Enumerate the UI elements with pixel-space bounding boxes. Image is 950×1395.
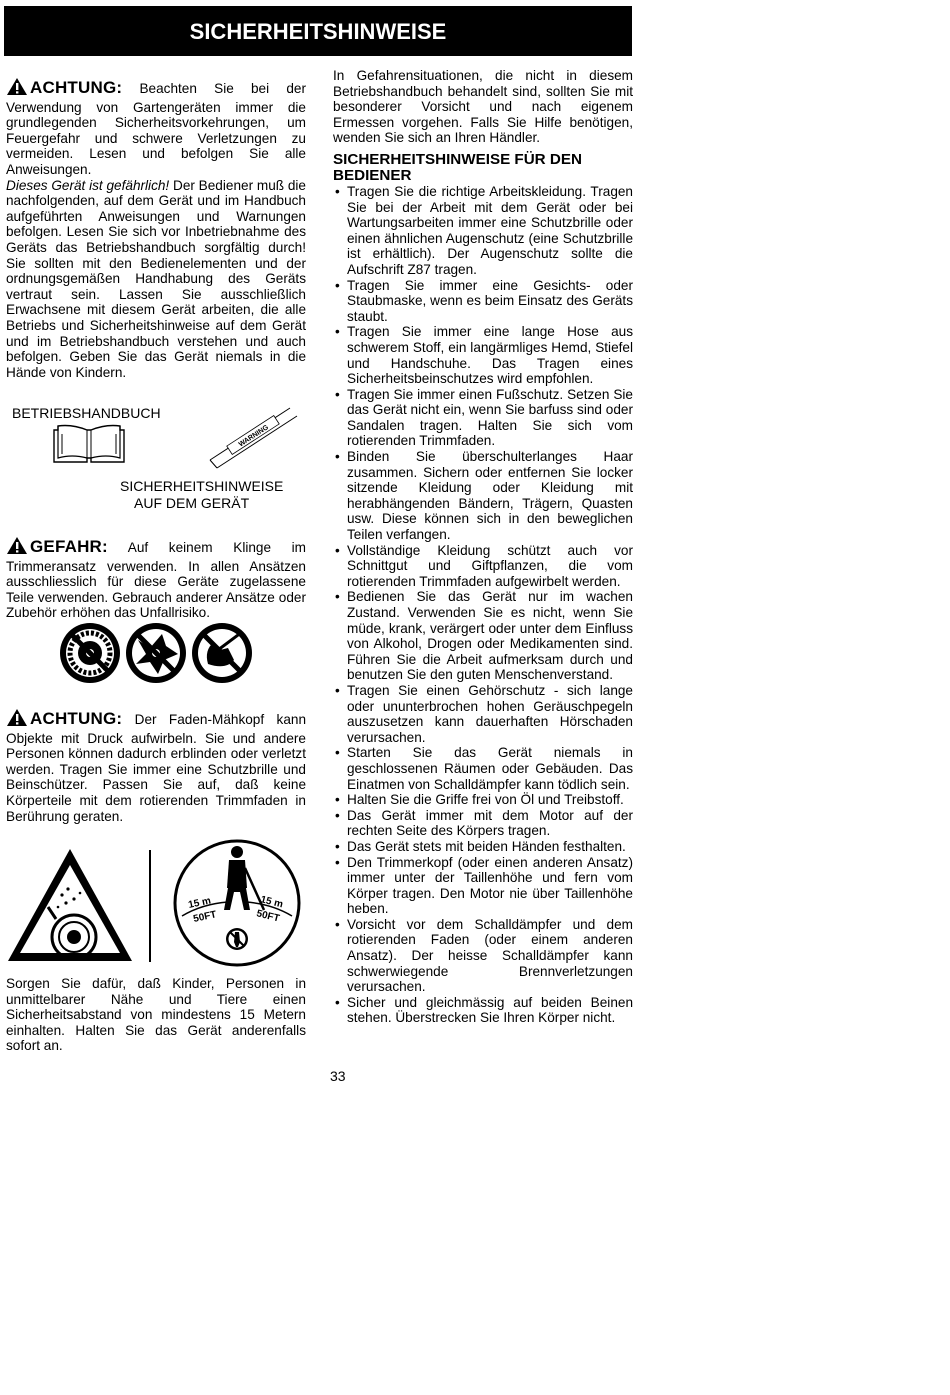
warning-paragraph-1 bbox=[6, 77, 306, 178]
list-item: • Vollständige Kleidung schützt auch vor Schnittgut und Giftpflanzen, die vom rotierenden Trimmfaden aufgewirbelt werden. bbox=[333, 543, 633, 590]
warning-text: Beachten Sie bei der Verwendung von Gartengeräten immer die grundlegenden Sicherheitsvorkehrungen, um Feuergefahr und schwere Verletzungen zu vermeiden. Lesen und befolgen Sie alle Anweisungen. bbox=[6, 81, 306, 177]
warning-decal-icon bbox=[205, 402, 300, 477]
gefahr-text: Auf keinem Klinge im Trimmeransatz verwenden. In allen Ansätzen ausschliesslich für diese Geräte zugelassene Teile verwenden. Gebrauch anderer Ansätze oder Zubehör erhöhen das Unfallrisiko. bbox=[6, 540, 306, 621]
children-block bbox=[6, 976, 306, 1054]
right-column bbox=[333, 68, 633, 1026]
flying-debris-icon bbox=[4, 845, 136, 970]
warning-text-2: Der Faden-Mähkopf kann Objekte mit Druck aufwirbeln. Sie und andere Personen können dadurch erblinden oder verletzt werden. Tragen Sie immer eine Schutzbrille und Beinschützer. Passen Sie auf, daß keine Körperteile mit dem rotierenden Trimmfaden in Berührung geraten. bbox=[6, 712, 306, 824]
no-saw-blade-icon bbox=[60, 623, 120, 683]
gefahr-block bbox=[6, 536, 306, 621]
decal-label-line1: SICHERHEITSHINWEISE bbox=[120, 478, 284, 494]
distance-label-left: 15 m bbox=[187, 895, 212, 911]
children-paragraph: Sorgen Sie dafür, daß Kinder, Personen in unmittelbarer Nähe und Tiere einen Sicherheitsabstand von mindestens 15 Metern einhalten. Halten Sie das Gerät anderenfalls sofort an. bbox=[6, 976, 306, 1054]
divider bbox=[149, 850, 151, 962]
list-item: • Vorsicht vor dem Schalldämpfer und dem rotierenden Faden (oder einem anderen Ansatz). Der heisse Schalldämpfer kann schwerwiegende Brennverletzungen verursachen. bbox=[333, 917, 633, 995]
danger-italic: Dieses Gerät ist gefährlich! bbox=[6, 177, 170, 193]
warning-triangle-icon bbox=[6, 536, 28, 559]
list-item: • Starten Sie das Gerät niemals in geschlossenen Räumen oder Gebäuden. Das Einatmen von Schalldämpfer kann tödlich sein. bbox=[333, 745, 633, 792]
danger-paragraph bbox=[6, 178, 306, 381]
no-blades-icons bbox=[58, 620, 254, 691]
page-number: 33 bbox=[330, 1068, 346, 1084]
danger-text: Der Bediener muß die nachfolgenden, auf dem Gerät und im Handbuch aufgeführten Anweisungen und Warnungen befolgen. Lesen Sie sich vor Inbetriebnahme des Geräts das Betriebshandbuch sorgfältig durch! Sie sollten mit den Bedienelementen und der ordnungsgemäßen Handhabung des Geräts vertraut sein. Lassen Sie ausschließlich Erwachsene mit diesem Gerät arbeiten, die alle Betriebs und Sicherheitshinweise auf dem Gerät und im Betriebshandbuch verstehen und auch befolgen. Geben Sie das Gerät niemals in die Hände von Kindern. bbox=[6, 177, 306, 380]
list-item: • Das Gerät stets mit beiden Händen festhalten. bbox=[333, 839, 633, 855]
warning-heading: ACHTUNG: bbox=[30, 78, 123, 97]
warning-triangle-icon bbox=[6, 77, 28, 100]
left-column bbox=[6, 77, 306, 380]
intro-paragraph: In Gefahrensituationen, die nicht in diesem Betriebshandbuch behandelt sind, sollten Sie mit besonderer Vorsicht und nach eigenem Ermessen vorgehen. Falls Sie Hilfe benötigen, wenden Sie sich an Ihren Händler. bbox=[333, 68, 633, 146]
warning-paragraph-2 bbox=[6, 708, 306, 824]
warning-heading-2: ACHTUNG: bbox=[30, 709, 123, 728]
list-item: • Tragen Sie immer eine Gesichts- oder Staubmaske, wenn es beim Einsatz des Geräts staubt. bbox=[333, 278, 633, 325]
decal-label-line2: AUF DEM GERÄT bbox=[134, 495, 250, 511]
gefahr-heading: GEFAHR: bbox=[30, 537, 108, 556]
gefahr-paragraph bbox=[6, 536, 306, 621]
distance-label-right: 15 m bbox=[259, 894, 285, 911]
list-item: • Den Trimmerkopf (oder einen anderen Ansatz) immer unter der Taillenhöhe und fern vom Körper tragen. Den Motor nie über Taillenhöhe heben. bbox=[333, 855, 633, 917]
page-title: SICHERHEITSHINWEISE bbox=[4, 6, 632, 56]
safety-distance-icon bbox=[172, 838, 302, 973]
no-knife-blade-icon bbox=[126, 623, 186, 683]
list-item: • Binden Sie überschulterlanges Haar zusammen. Sichern oder entfernen Sie locker sitzende Kleidung oder Kleidung mit herabhängenden Bändern, Trägern, Quasten usw. Diese können sich in den beweglichen Teilen verfangen. bbox=[333, 449, 633, 543]
list-item: • Tragen Sie die richtige Arbeitskleidung. Tragen Sie bei der Arbeit mit dem Gerät oder bei Wartungsarbeiten immer eine Schutzbrille oder einen ähnlichen Augenschutz (eine Schutzbrille ist erhältlich). Der Augenschutz sollte die Aufschrift Z87 tragen. bbox=[333, 184, 633, 278]
list-item: • Halten Sie die Griffe frei von Öl und Treibstoff. bbox=[333, 792, 633, 808]
distance-ft-left: 50FT bbox=[192, 909, 218, 925]
safety-bullet-list bbox=[333, 184, 633, 1026]
list-item: • Tragen Sie immer einen Fußschutz. Setzen Sie das Gerät nicht ein, wenn Sie barfuss sind oder Sandalen tragen. Halten Sie sich vom rotierenden Trimmfaden. bbox=[333, 387, 633, 449]
manual-label: BETRIEBSHANDBUCH bbox=[12, 405, 161, 421]
warning-block-2 bbox=[6, 708, 306, 824]
list-item: • Sicher und gleichmässig auf beiden Beinen stehen. Überstrecken Sie Ihren Körper nicht. bbox=[333, 995, 633, 1026]
distance-ft-right: 50FT bbox=[255, 908, 281, 925]
no-brush-blade-icon bbox=[192, 623, 252, 683]
list-item: • Tragen Sie immer eine lange Hose aus schwerem Stoff, ein langärmliges Hemd, Stiefel und Handschuhe. Das Tragen eines Sicherheitsbeinschutzes wird empfohlen. bbox=[333, 324, 633, 386]
warning-triangle-icon bbox=[6, 708, 28, 731]
operator-safety-heading: SICHERHEITSHINWEISE FÜR DEN BEDIENER bbox=[333, 150, 582, 184]
list-item: • Bedienen Sie das Gerät nur im wachen Zustand. Verwenden Sie es nicht, wenn Sie müde, krank, verärgert oder unter dem Einfluss von Alkohol, Drogen oder Medikamenten sind. Führen Sie die Arbeit aufmerksam durch und benutzen Sie den guten Menschenverstand. bbox=[333, 589, 633, 683]
book-icon bbox=[50, 424, 128, 471]
decal-text: WARNING bbox=[237, 424, 270, 449]
list-item: • Tragen Sie einen Gehörschutz - sich lange oder ununterbrochen hohen Geräuschpegeln auszusetzen kann dauerhaften Hörschaden verursachen. bbox=[333, 683, 633, 745]
list-item: • Das Gerät immer mit dem Motor auf der rechten Seite des Körpers tragen. bbox=[333, 808, 633, 839]
